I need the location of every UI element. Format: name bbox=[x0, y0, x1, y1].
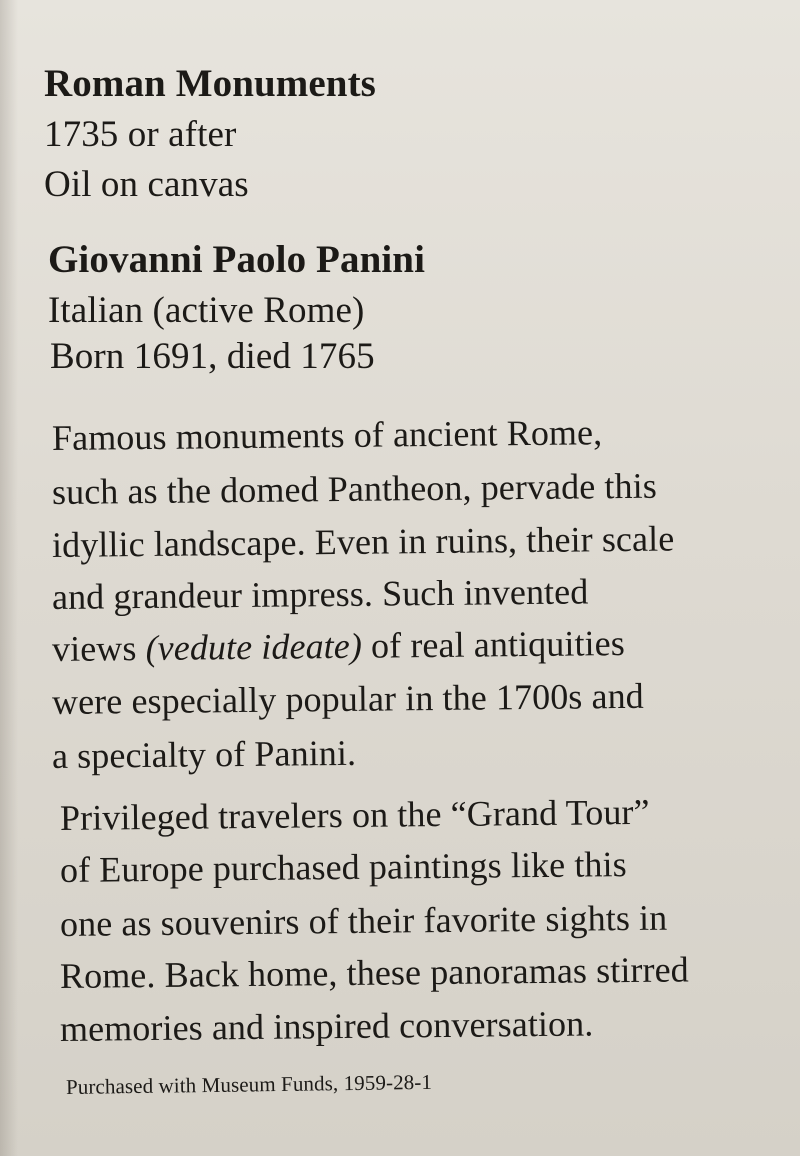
description-line: idyllic landscape. Even in ruins, their scale bbox=[51, 518, 675, 565]
artist-name: Giovanni Paolo Panini bbox=[48, 238, 426, 281]
description-line: Rome. Back home, these panoramas stirred bbox=[59, 949, 690, 996]
italic-term: (vedute ideate) bbox=[145, 625, 363, 669]
credit-line: Purchased with Museum Funds, 1959-28-1 bbox=[65, 1069, 433, 1099]
artwork-title: Roman Monuments bbox=[44, 62, 376, 105]
artwork-date: 1735 or after bbox=[44, 114, 237, 155]
description-line: one as souvenirs of their favorite sights in bbox=[59, 897, 668, 944]
card-edge-shadow bbox=[0, 0, 18, 1156]
description-line: Privileged travelers on the “Grand Tour” bbox=[59, 791, 650, 838]
description-line: such as the domed Pantheon, pervade this bbox=[51, 465, 658, 512]
description-line: and grandeur impress. Such invented bbox=[51, 571, 589, 617]
description-line: a specialty of Panini. bbox=[51, 732, 357, 776]
description-line: were especially popular in the 1700s and bbox=[51, 675, 644, 722]
artist-lifespan: Born 1691, died 1765 bbox=[50, 336, 375, 377]
artist-nationality: Italian (active Rome) bbox=[48, 290, 365, 331]
description-text: of real antiquities bbox=[361, 623, 626, 666]
description-text: views bbox=[51, 628, 146, 669]
description-line: of Europe purchased paintings like this bbox=[59, 844, 627, 890]
description-line-with-italic-term bbox=[52, 625, 625, 667]
artwork-medium: Oil on canvas bbox=[44, 164, 249, 205]
description-line: memories and inspired conversation. bbox=[59, 1003, 594, 1049]
description-line: Famous monuments of ancient Rome, bbox=[51, 412, 603, 458]
